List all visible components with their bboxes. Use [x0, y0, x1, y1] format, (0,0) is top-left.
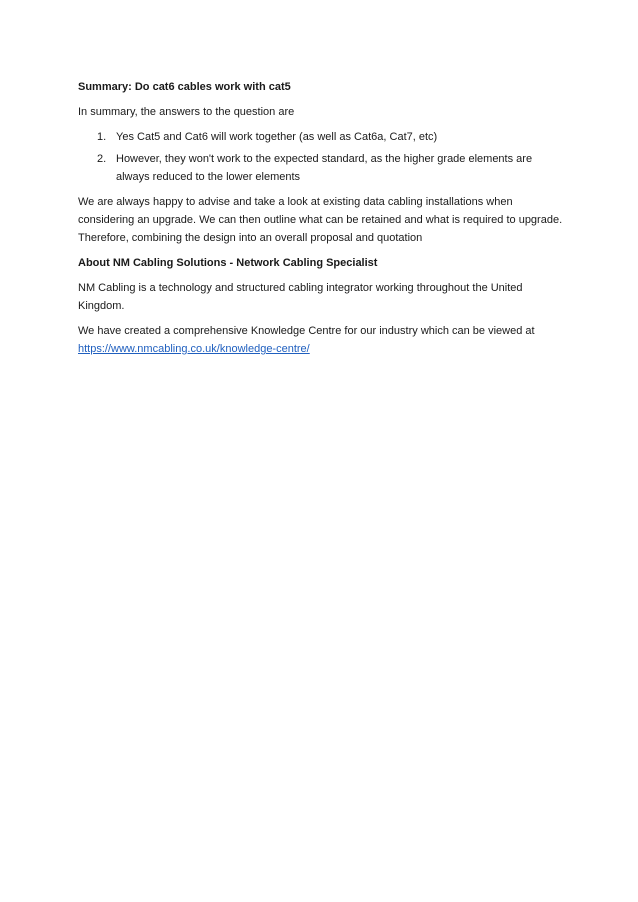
- knowledge-centre-link[interactable]: https://www.nmcabling.co.uk/knowledge-centre/: [78, 343, 310, 355]
- knowledge-centre-paragraph: [78, 322, 564, 358]
- answers-list: [78, 128, 564, 186]
- document-body: [78, 78, 564, 365]
- list-item-number: 1.: [97, 131, 107, 143]
- list-item-text: However, they won't work to the expected standard, as the higher grade elements are always reduced to the lower elements: [116, 153, 533, 183]
- knowledge-centre-text: We have created a comprehensive Knowledge Centre for our industry which can be viewed at: [78, 325, 535, 337]
- summary-heading: Summary: Do cat6 cables work with cat5: [78, 81, 291, 93]
- about-heading: About NM Cabling Solutions - Network Cabling Specialist: [78, 257, 378, 269]
- list-item: [78, 128, 564, 146]
- advice-paragraph: We are always happy to advise and take a look at existing data cabling installations when considering an upgrade. We can then outline what can be retained and what is required to upgrade. Therefore, combining the design into an overall proposal and quotation: [78, 196, 563, 244]
- list-item-text: Yes Cat5 and Cat6 will work together (as well as Cat6a, Cat7, etc): [116, 131, 438, 143]
- list-item-number: 2.: [97, 153, 107, 165]
- summary-intro: In summary, the answers to the question are: [78, 106, 295, 118]
- list-item: [78, 150, 564, 186]
- about-paragraph: NM Cabling is a technology and structured cabling integrator working throughout the United Kingdom.: [78, 282, 523, 312]
